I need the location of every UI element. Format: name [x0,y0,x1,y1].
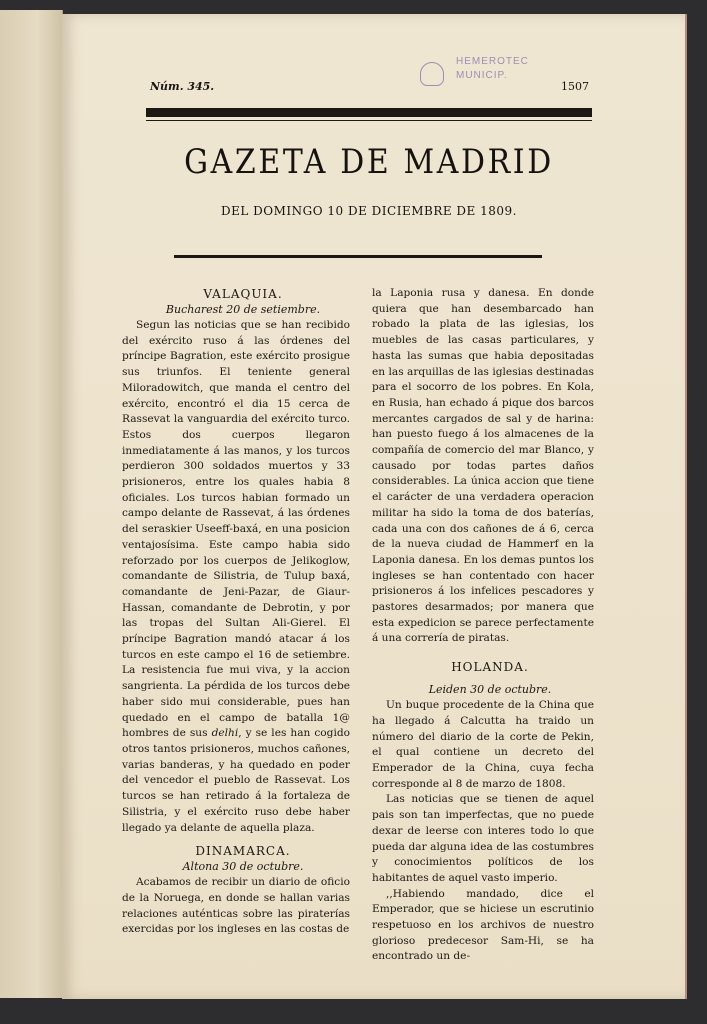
stamp-line-2: MUNICIP. [456,70,508,81]
date-rule [174,255,542,258]
library-stamp [420,54,530,90]
article-paragraph: Acabamos de recibir un diario de oficio de la Noruega, en donde se hallan varias relaciones auténticas sobre las piraterías exercidas por los ingleses en las costas de [122,876,350,936]
article-paragraph: Un buque procedente de la China que ha llegado á Calcutta ha traido un número del diario de la corte de Pekin, el qual contiene un decreto del Emperador de la China, cuya fecha corresponde al 8 de marzo de 1808. [372,699,594,790]
header-rule-thin [146,120,592,121]
dateline-leiden: Leiden 30 de octubre. [428,683,552,697]
column-right [372,286,594,965]
newspaper-page [62,14,687,999]
page-number: 1507 [561,80,589,93]
article-text: , y se les han cogido otros tantos prisioneros, muchos cañones, varias banderas, y ha quedado en poder del vencedor el pueblo de Rassevat. Los turcos se han retirado á la fortaleza de Silistria, y el exército ruso debe haber llegado ya delante de aquella plaza. [122,727,351,834]
issue-number: Núm. 345. [150,80,215,93]
article-paragraph-continued: la Laponia rusa y danesa. En donde quiera que han desembarcado han robado la plata de las iglesias, los muebles de las casas particulares, y hasta las sumas que habia depositadas en las arquillas de las iglesias destinadas para el socorro de los pobres. En Kola, en Rusia, han echado á pique dos barcos mercantes cargados de sal y de harina: han puesto fuego á los almacenes de la compañía de comercio del mar Blanco, y causado por todas partes daños considerables. La única accion que tiene el carácter de una verdadera operacion militar ha sido la toma de dos baterías, cada una con dos cañones de á 6, cerca de la nueva ciudad de Hammerf en la Laponia danesa. En los demas puntos los ingleses se han contentado con hacer prisioneros á los infelices pescadores y pastores desarmados; por manera que esta expedicion se parece perfectamente á una correría de piratas. [372,287,594,645]
dateline-bucharest: Bucharest 20 de setiembre. [165,303,321,316]
stamp-line-1: HEMEROTEC [456,56,529,67]
masthead-title: GAZETA DE MADRID [184,142,554,182]
header-rule-thick [146,108,592,117]
column-left [122,286,350,938]
section-heading-valaquia: VALAQUIA. [203,287,283,301]
article-paragraph: Las noticias que se tienen de aquel pais son tan imperfectas, que no puede dexar de leerse con interes todo lo que pueda dar alguna idea de las costumbres y conocimientos políticos de los habitantes de aquel vasto imperio. [372,793,594,884]
section-heading-dinamarca: DINAMARCA. [195,844,291,859]
dateline-altona: Altona 30 de octubre. [182,860,304,874]
article-paragraph: ,,Habiendo mandado, dice el Emperador, que se hiciese un escrutinio respetuoso en los archivos de nuestro glorioso predecesor Sam-Hi, se ha encontrado un de- [372,887,594,963]
facing-page-edge [0,10,63,998]
article-italic-word: delhi [211,727,239,740]
section-heading-holanda: HOLANDA. [451,660,529,675]
crown-stamp-icon [420,62,444,86]
issue-date: DEL DOMINGO 10 DE DICIEMBRE DE 1809. [221,204,517,218]
article-paragraph [122,318,350,836]
article-text: Segun las noticias que se han recibido del exército ruso á las órdenes del príncipe Bagration, este exército prosigue sus triunfos. El teniente general Miloradowitch, que manda el centro del exército, encontró el dia 15 cerca de Rassevat la vanguardia del exército turco. Estos dos cuerpos llegaron inmediatamente á las manos, y los turcos perdieron 300 soldados muertos y 33 prisioneros, entre los quales habia 8 oficiales. Los turcos habian formado un campo delante de Rassevat, á las órdenes del seraskier Useeff-baxá, en una posicion ventajosísima. Este campo habia sido reforzado por los cuerpos de Jelikoglow, comandante de Silistria, de Tulup baxá, comandante de Jeni-Pazar, de Giaur-Hassan, comandante de Debrotin, y por las tropas del Sultan Ali-Gierel. El príncipe Bagration mandó atacar á los turcos en este campo el 16 de setiembre. La resistencia fue mui viva, y la accion sangrienta. La pérdida de los turcos debe haber sido mui considerable, pues han quedado en el campo de batalla 1@ hombres de sus [122,319,350,740]
